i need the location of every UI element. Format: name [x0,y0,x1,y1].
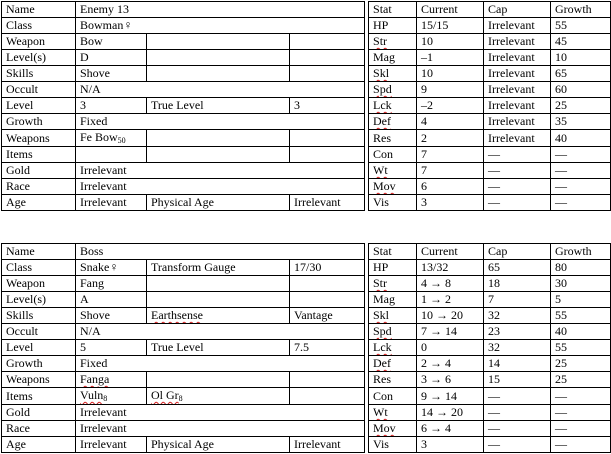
table-row [2,114,611,130]
boss-stat-table [1,243,611,453]
stat-name: Con [369,388,417,405]
stat-growth: 65 [551,66,611,82]
table-row [2,276,611,292]
weapon-label: Weapon [2,276,76,292]
name-label: Name [2,244,76,260]
stat-cap: Irrelevant [484,130,551,147]
level-value: 3 [76,98,147,114]
stat-growth: 55 [551,18,611,34]
stat-growth: 5 [551,292,611,308]
stat-name: Mag [369,292,417,308]
stat-growth: — [551,388,611,405]
stat-growth: — [551,421,611,437]
stat-name: HP [369,18,417,34]
enemy-stat-table [1,1,611,211]
stat-name: Lck [369,98,417,114]
stat-growth: — [551,405,611,421]
table-row [2,82,611,98]
stat-growth: — [551,179,611,195]
level-label: Level [2,340,76,356]
stat-current: 6 [417,179,484,195]
physical-age-value: Irrelevant [290,437,365,453]
level-value: 5 [76,340,147,356]
stat-growth: 10 [551,50,611,66]
race-value: Irrelevant [76,179,365,195]
skill-1: Shove [76,308,147,324]
stat-current: 13/32 [417,260,484,276]
level-label: Level [2,98,76,114]
table-row [2,2,611,18]
transform-gauge-label: Transform Gauge [147,260,290,276]
stat-cap: Irrelevant [484,98,551,114]
skill-2: Earthsense [147,308,290,324]
occult-value: N/A [76,82,365,98]
levels-label: Level(s) [2,50,76,66]
stat-current: 0 [417,340,484,356]
race-value: Irrelevant [76,421,365,437]
stat-current: 2 [417,130,484,147]
stat-growth: 25 [551,98,611,114]
gold-label: Gold [2,405,76,421]
stat-current: 4 → 8 [417,276,484,292]
age-label: Age [2,437,76,453]
stat-cap: Irrelevant [484,82,551,98]
table-row [2,130,611,147]
weapon-value: Fang [76,276,147,292]
table-row [2,405,611,421]
stat-cap: — [484,163,551,179]
occult-label: Occult [2,82,76,98]
items-label: Items [2,388,76,405]
occult-label: Occult [2,324,76,340]
true-level-value: 7.5 [290,340,365,356]
stat-current: 15/15 [417,18,484,34]
item-2: Ol $Gr_8$ [147,388,290,405]
stat-current: 7 → 14 [417,324,484,340]
stat-cap: Irrelevant [484,18,551,34]
stat-growth: 55 [551,340,611,356]
true-level-label: True Level [147,98,290,114]
stat-name: HP [369,260,417,276]
growth-header: Growth [551,2,611,18]
current-header: Current [417,244,484,260]
stat-growth: 35 [551,114,611,130]
stat-name: Wt [369,163,417,179]
table-row [2,163,611,179]
transform-gauge-value: 17/30 [290,260,365,276]
stat-name: Res [369,130,417,147]
stat-cap: 32 [484,340,551,356]
weapons-value: Fe Bow$_{50}$ [76,130,147,147]
stat-growth: 40 [551,324,611,340]
table-row [2,244,611,260]
occult-value: N/A [76,324,365,340]
stat-name: Str [369,276,417,292]
stat-growth: — [551,147,611,163]
cap-header: Cap [484,2,551,18]
name-label: Name [2,2,76,18]
stat-growth: 25 [551,372,611,388]
table-row [2,179,611,195]
stat-growth: 40 [551,130,611,147]
items-label: Items [2,147,76,163]
skills-label: Skills [2,308,76,324]
table-row [2,147,611,163]
stat-current: 7 [417,147,484,163]
growth-value: Fixed [76,356,365,372]
stat-current: –2 [417,98,484,114]
table-row [2,292,611,308]
stat-name: Skl [369,66,417,82]
stat-name: Def [369,114,417,130]
stat-cap: — [484,147,551,163]
table-row [2,388,611,405]
stat-current: 6 → 4 [417,421,484,437]
table-row [2,195,611,211]
stat-growth: — [551,195,611,211]
levels-label: Level(s) [2,292,76,308]
stat-cap: Irrelevant [484,50,551,66]
stat-current: 14 → 20 [417,405,484,421]
stat-cap: 15 [484,372,551,388]
age-value: Irrelevant [76,437,147,453]
growth-value: Fixed [76,114,365,130]
weapon-value: Bow [76,34,147,50]
stat-growth: 80 [551,260,611,276]
stat-cap: 18 [484,276,551,292]
stat-current: 10 → 20 [417,308,484,324]
growth-label: Growth [2,356,76,372]
true-level-value: 3 [290,98,365,114]
weapon-label: Weapon [2,34,76,50]
stat-cap: 32 [484,308,551,324]
stat-current: 1 → 2 [417,292,484,308]
stat-cap: — [484,437,551,453]
stat-current: 10 [417,34,484,50]
stat-cap: — [484,388,551,405]
stat-name: Vis [369,437,417,453]
stat-name: Lck [369,340,417,356]
skill-1: Shove [76,66,147,82]
stat-header: Stat [369,2,417,18]
stat-current: –1 [417,50,484,66]
stat-cap: 65 [484,260,551,276]
physical-age-value: Irrelevant [290,195,365,211]
stat-cap: 23 [484,324,551,340]
stat-growth: 45 [551,34,611,50]
stat-growth: 55 [551,308,611,324]
gold-label: Gold [2,163,76,179]
table-row [2,324,611,340]
stat-current: 3 → 6 [417,372,484,388]
stat-current: 4 [417,114,484,130]
age-label: Age [2,195,76,211]
table-row [2,66,611,82]
stat-current: 3 [417,437,484,453]
stat-name: Mag [369,50,417,66]
stat-current: 9 [417,82,484,98]
class-label: Class [2,260,76,276]
stat-name: Spd [369,82,417,98]
gold-value: Irrelevant [76,405,365,421]
unit-name: Enemy 13 [76,2,365,18]
growth-label: Growth [2,114,76,130]
stat-cap: 14 [484,356,551,372]
race-label: Race [2,179,76,195]
stat-current: 9 → 14 [417,388,484,405]
skills-label: Skills [2,66,76,82]
weapons-value: Fanga [76,372,147,388]
table-row [2,50,611,66]
table-row [2,34,611,50]
stat-name: Wt [369,405,417,421]
class-value: Snake♀ [76,260,147,276]
stat-name: Vis [369,195,417,211]
stat-cap: — [484,179,551,195]
stat-current: 2 → 4 [417,356,484,372]
levels-value: A [76,292,147,308]
class-label: Class [2,18,76,34]
stat-name: Con [369,147,417,163]
table-row [2,372,611,388]
stat-cap: Irrelevant [484,34,551,50]
current-header: Current [417,2,484,18]
table-row [2,260,611,276]
table-row [2,356,611,372]
true-level-label: True Level [147,340,290,356]
table-row [2,437,611,453]
stat-name: Spd [369,324,417,340]
stat-cap: — [484,405,551,421]
stat-cap: Irrelevant [484,114,551,130]
stat-cap: 7 [484,292,551,308]
table-row [2,421,611,437]
stat-cap: — [484,421,551,437]
stat-current: 3 [417,195,484,211]
table-row [2,18,611,34]
stat-name: Str [369,34,417,50]
weapons-label: Weapons [2,372,76,388]
stat-name: Res [369,372,417,388]
physical-age-label: Physical Age [147,437,290,453]
stat-growth: — [551,437,611,453]
stat-name: Skl [369,308,417,324]
table-row [2,308,611,324]
gold-value: Irrelevant [76,163,365,179]
stat-growth: 25 [551,356,611,372]
age-value: Irrelevant [76,195,147,211]
table-row [2,340,611,356]
stat-cap: Irrelevant [484,66,551,82]
stat-current: 10 [417,66,484,82]
stat-cap: — [484,195,551,211]
growth-header: Growth [551,244,611,260]
physical-age-label: Physical Age [147,195,290,211]
stat-growth: 60 [551,82,611,98]
stat-growth: — [551,163,611,179]
stat-name: Mov [369,421,417,437]
stat-header: Stat [369,244,417,260]
item-1: Vuln$_8$ [76,388,147,405]
race-label: Race [2,421,76,437]
cap-header: Cap [484,244,551,260]
levels-value: D [76,50,147,66]
table-row [2,98,611,114]
weapons-label: Weapons [2,130,76,147]
skill-3: Vantage [290,308,365,324]
stat-current: 7 [417,163,484,179]
class-value: Bowman♀ [76,18,365,34]
stat-name: Mov [369,179,417,195]
unit-name: Boss [76,244,365,260]
stat-growth: 30 [551,276,611,292]
stat-name: Def [369,356,417,372]
